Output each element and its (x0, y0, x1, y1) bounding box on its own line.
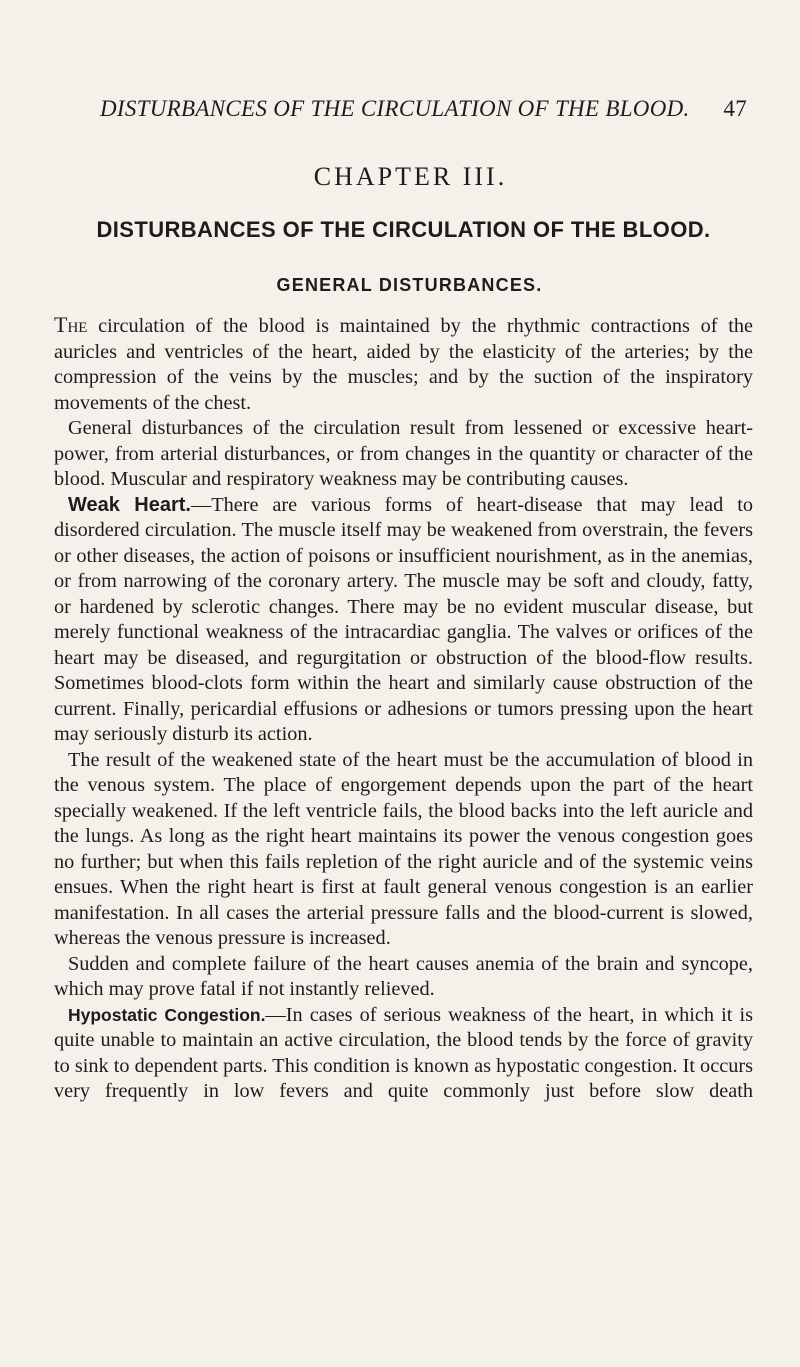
book-page (54, 92, 753, 1105)
paragraph-1 (54, 312, 753, 416)
paragraph-6 (54, 1003, 753, 1105)
chapter-title: DISTURBANCES OF THE CIRCULATION OF THE BLOOD. (96, 217, 711, 242)
paragraph-3 (54, 493, 753, 748)
running-head (54, 92, 753, 126)
run-in-heading-weak-heart: Weak Heart. (68, 493, 191, 516)
running-head-title: DISTURBANCES OF THE CIRCULATION OF THE BLOOD. (100, 96, 690, 121)
chapter-heading: CHAPTER III. (313, 162, 508, 191)
section-title: GENERAL DISTURBANCES. (276, 275, 543, 295)
paragraph-4: The result of the weakened state of the heart must be the accumulation of blood in the venous system. The place of engorgement depends upon the part of the heart specially weakened. If the left ventricle fails, the blood backs into the left auricle and the lungs. As long as the right heart maintains its power the venous congestion goes no further; but when this fails repletion of the right auricle and of the systemic veins ensues. When the right heart is first at fault general venous congestion is an earlier manifestation. In all cases the arterial pressure falls and the blood-current is slowed, whereas the venous pressure is increased. (54, 748, 753, 949)
paragraph-5: Sudden and complete failure of the heart causes anemia of the brain and syncope, which may prove fatal if not instantly relieved. (54, 952, 753, 1000)
paragraph-1-text: circulation of the blood is maintained by the rhythmic contractions of the auricles and ventricles of the heart, aided by the elasticity of the arteries; by the compression of the veins by the muscles; and by the suction of the inspiratory movements of the chest. (54, 315, 753, 414)
page-number: 47 (723, 96, 747, 121)
run-in-heading-hypostatic-congestion: Hypostatic Congestion. (68, 1004, 266, 1025)
body-text (54, 312, 753, 1105)
paragraph-3-text: —There are various forms of heart-disease that may lead to disordered circulation. The muscle itself may be weakened from overstrain, the fevers or other diseases, the action of poisons or insufficient nourishment, as in the anemias, or from narrowing of the coronary artery. The muscle may be soft and cloudy, fatty, or hardened by sclerotic changes. There may be no evident muscular disease, but merely functional weakness of the intracardiac ganglia. The valves or orifices of the heart may be diseased, and regurgitation or obstruction of the blood-flow results. Sometimes blood-clots form within the heart and similarly cause obstruction of the current. Finally, pericardial effusions or adhesions or tumors pressing upon the heart may seriously disturb its action. (54, 493, 753, 745)
paragraph-2: General disturbances of the circulation result from lessened or excessive heart-power, from arterial disturbances, or from changes in the quantity or character of the blood. Muscular and respiratory weakness may be contributing causes. (54, 417, 753, 490)
paragraph-6-text: —In cases of serious weakness of the heart, in which it is quite unable to maintain an active circulation, the blood tends by the force of gravity to sink to dependent parts. This condition is known as hypostatic congestion. It occurs very frequently in low fevers and quite commonly just before slow death (54, 1003, 753, 1102)
paragraph-1-lead: The (54, 312, 88, 337)
